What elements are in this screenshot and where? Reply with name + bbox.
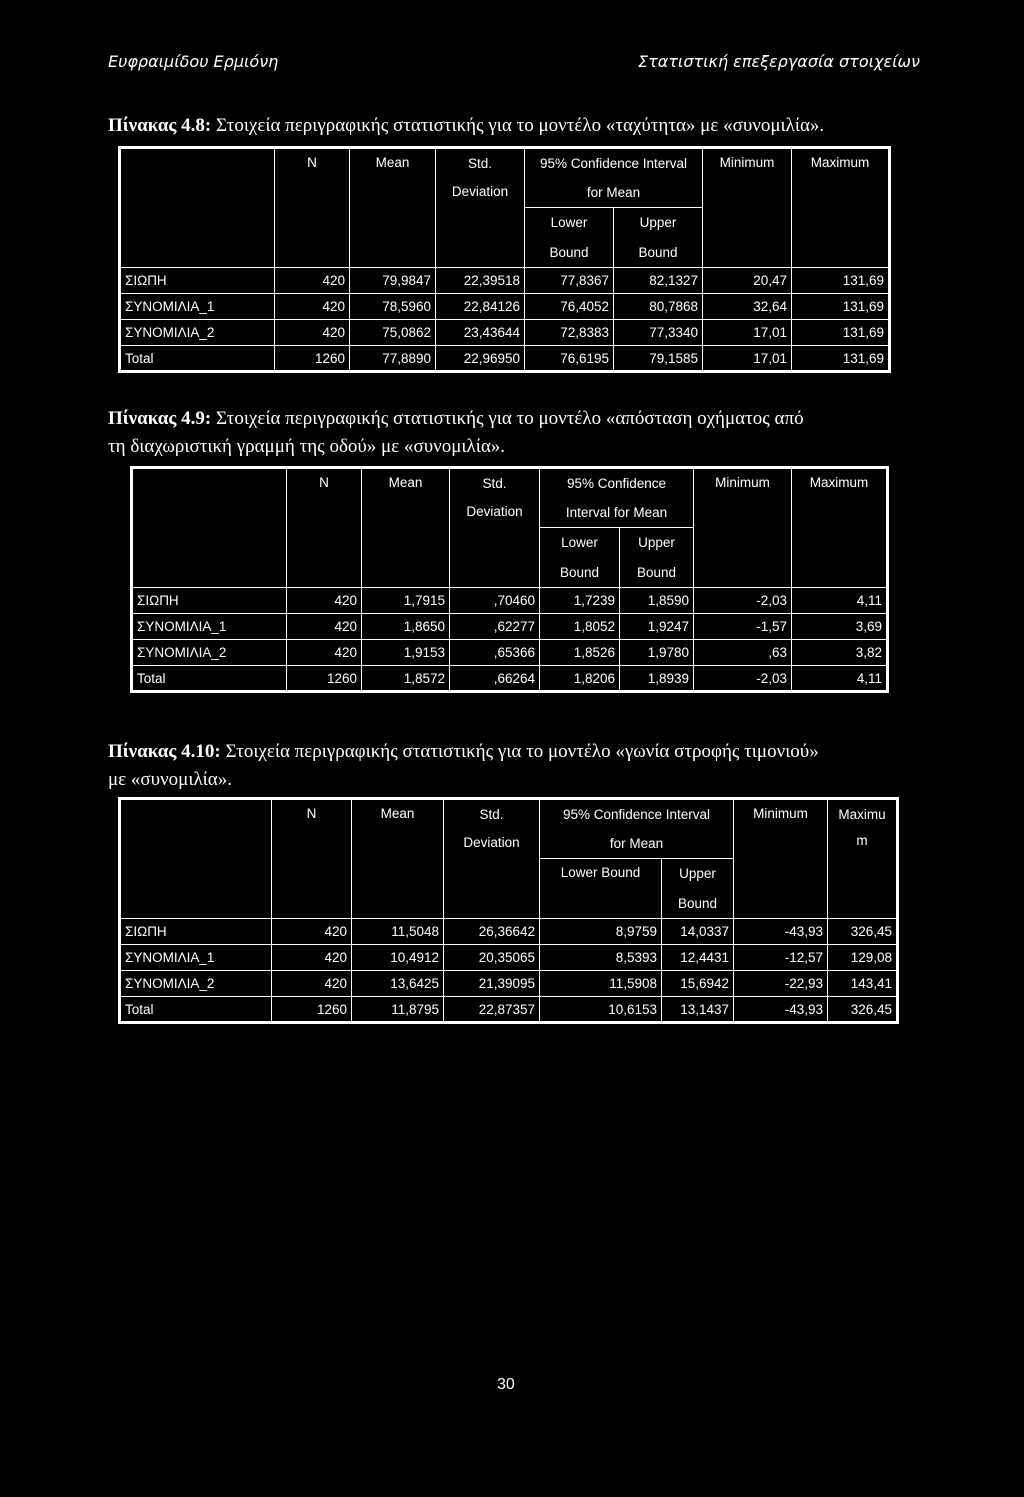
table-caption-4-9 xyxy=(108,405,804,461)
caption-label: Πίνακας 4.10: xyxy=(108,741,221,762)
cell-std: ,65366 xyxy=(450,640,540,666)
cell-max: 131,69 xyxy=(792,294,890,320)
header-max: Maximum xyxy=(792,148,890,268)
stats-table-steering xyxy=(118,797,899,1024)
row-label: ΣΥΝΟΜΙΛΙΑ_1 xyxy=(132,614,287,640)
header-ci-1: 95% Confidence Interval xyxy=(525,148,703,178)
cell-lower: 1,8052 xyxy=(540,614,620,640)
cell-mean: 1,9153 xyxy=(362,640,450,666)
row-label: ΣΙΩΠΗ xyxy=(120,268,275,294)
cell-mean: 13,6425 xyxy=(352,971,444,997)
header-ci-2: Interval for Mean xyxy=(540,498,694,528)
cell-lower: 10,6153 xyxy=(540,997,662,1023)
row-label: Total xyxy=(120,997,272,1023)
caption-text-line2: τη διαχωριστική γραμμή της οδού» με «συνομιλία». xyxy=(108,436,506,457)
header-upper-1: Upper xyxy=(662,859,734,889)
cell-mean: 79,9847 xyxy=(350,268,436,294)
caption-text: Στοιχεία περιγραφικής στατιστικής για το μοντέλο «ταχύτητα» με «συνομιλία». xyxy=(211,115,825,136)
cell-mean: 11,8795 xyxy=(352,997,444,1023)
header-mean: Mean xyxy=(350,148,436,268)
cell-min: -2,03 xyxy=(694,588,792,614)
row-label: ΣΙΩΠΗ xyxy=(132,588,287,614)
cell-upper: 1,9780 xyxy=(620,640,694,666)
header-std-1: Std. xyxy=(444,799,540,829)
cell-max: 3,69 xyxy=(792,614,888,640)
table-row xyxy=(120,268,890,294)
cell-n: 420 xyxy=(275,294,350,320)
cell-n: 420 xyxy=(275,320,350,346)
table-row xyxy=(120,346,890,372)
cell-n: 420 xyxy=(272,919,352,945)
cell-n: 1260 xyxy=(275,346,350,372)
table-row xyxy=(132,588,888,614)
row-label: Total xyxy=(120,346,275,372)
cell-max: 4,11 xyxy=(792,588,888,614)
cell-upper: 13,1437 xyxy=(662,997,734,1023)
header-std-2: Deviation xyxy=(436,178,525,268)
header-upper-2: Bound xyxy=(614,238,703,268)
header-title: Στατιστική επεξεργασία στοιχείων xyxy=(638,52,920,71)
cell-lower: 8,9759 xyxy=(540,919,662,945)
cell-max: 131,69 xyxy=(792,320,890,346)
cell-std: 21,39095 xyxy=(444,971,540,997)
cell-upper: 77,3340 xyxy=(614,320,703,346)
cell-min: -43,93 xyxy=(734,997,828,1023)
header-lower-1: Lower Bound xyxy=(540,859,662,919)
row-label: ΣΥΝΟΜΙΛΙΑ_2 xyxy=(120,320,275,346)
header-ci-1: 95% Confidence xyxy=(540,468,694,498)
cell-std: 22,96950 xyxy=(436,346,525,372)
stats-table-distance xyxy=(130,466,889,693)
cell-upper: 79,1585 xyxy=(614,346,703,372)
header-lower-2: Bound xyxy=(525,238,614,268)
corner-cell xyxy=(132,468,287,588)
header-n: N xyxy=(272,799,352,919)
header-upper-1: Upper xyxy=(614,208,703,238)
header-lower-2: Bound xyxy=(540,558,620,588)
header-upper-1: Upper xyxy=(620,528,694,558)
cell-upper: 14,0337 xyxy=(662,919,734,945)
header-max-1: Maximu xyxy=(828,799,898,829)
cell-min: 20,47 xyxy=(703,268,792,294)
cell-mean: 78,5960 xyxy=(350,294,436,320)
header-mean: Mean xyxy=(352,799,444,919)
table-row xyxy=(120,945,898,971)
header-std-2: Deviation xyxy=(444,829,540,919)
cell-upper: 80,7868 xyxy=(614,294,703,320)
cell-upper: 1,8939 xyxy=(620,666,694,692)
header-n: N xyxy=(287,468,362,588)
cell-lower: 76,6195 xyxy=(525,346,614,372)
cell-n: 420 xyxy=(287,614,362,640)
cell-n: 1260 xyxy=(287,666,362,692)
row-label: ΣΥΝΟΜΙΛΙΑ_1 xyxy=(120,945,272,971)
cell-upper: 12,4431 xyxy=(662,945,734,971)
header-min: Minimum xyxy=(694,468,792,588)
cell-std: 20,35065 xyxy=(444,945,540,971)
header-max: Maximum xyxy=(792,468,888,588)
table-row xyxy=(132,640,888,666)
row-label: Total xyxy=(132,666,287,692)
row-label: ΣΥΝΟΜΙΛΙΑ_2 xyxy=(120,971,272,997)
cell-std: 23,43644 xyxy=(436,320,525,346)
header-n: N xyxy=(275,148,350,268)
cell-max: 326,45 xyxy=(828,919,898,945)
header-std-2: Deviation xyxy=(450,498,540,588)
header-min: Minimum xyxy=(703,148,792,268)
cell-lower: 8,5393 xyxy=(540,945,662,971)
cell-max: 143,41 xyxy=(828,971,898,997)
cell-n: 420 xyxy=(275,268,350,294)
row-label: ΣΙΩΠΗ xyxy=(120,919,272,945)
cell-mean: 10,4912 xyxy=(352,945,444,971)
cell-min: -43,93 xyxy=(734,919,828,945)
cell-upper: 1,9247 xyxy=(620,614,694,640)
header-min: Minimum xyxy=(734,799,828,919)
caption-label: Πίνακας 4.8: xyxy=(108,115,212,136)
header-upper-2: Bound xyxy=(662,889,734,919)
cell-max: 4,11 xyxy=(792,666,888,692)
cell-lower: 11,5908 xyxy=(540,971,662,997)
cell-std: ,70460 xyxy=(450,588,540,614)
cell-mean: 1,7915 xyxy=(362,588,450,614)
cell-mean: 77,8890 xyxy=(350,346,436,372)
header-max-2: m xyxy=(828,829,898,919)
cell-mean: 1,8650 xyxy=(362,614,450,640)
caption-label: Πίνακας 4.9: xyxy=(108,408,212,429)
table-row xyxy=(120,294,890,320)
caption-text: Στοιχεία περιγραφικής στατιστικής για το μοντέλο «απόσταση οχήματος από xyxy=(211,408,804,429)
header-author: Ευφραιμίδου Ερμιόνη xyxy=(108,52,279,71)
cell-min: -12,57 xyxy=(734,945,828,971)
cell-std: 26,36642 xyxy=(444,919,540,945)
cell-lower: 1,8206 xyxy=(540,666,620,692)
cell-max: 3,82 xyxy=(792,640,888,666)
table-row xyxy=(120,997,898,1023)
cell-n: 420 xyxy=(272,971,352,997)
table-row xyxy=(120,320,890,346)
table-row xyxy=(120,971,898,997)
header-lower-1: Lower xyxy=(540,528,620,558)
cell-min: 17,01 xyxy=(703,346,792,372)
caption-text: Στοιχεία περιγραφικής στατιστικής για το μοντέλο «γωνία στροφής τιμονιού» xyxy=(220,741,819,762)
corner-cell xyxy=(120,148,275,268)
cell-n: 1260 xyxy=(272,997,352,1023)
cell-lower: 1,7239 xyxy=(540,588,620,614)
table-row xyxy=(132,614,888,640)
cell-lower: 76,4052 xyxy=(525,294,614,320)
cell-mean: 11,5048 xyxy=(352,919,444,945)
header-mean: Mean xyxy=(362,468,450,588)
header-ci-2: for Mean xyxy=(525,178,703,208)
cell-min: 32,64 xyxy=(703,294,792,320)
stats-table-speed xyxy=(118,146,891,373)
cell-upper: 15,6942 xyxy=(662,971,734,997)
header-ci-1: 95% Confidence Interval xyxy=(540,799,734,829)
cell-std: 22,87357 xyxy=(444,997,540,1023)
cell-max: 326,45 xyxy=(828,997,898,1023)
cell-mean: 75,0862 xyxy=(350,320,436,346)
corner-cell xyxy=(120,799,272,919)
header-ci-2: for Mean xyxy=(540,829,734,859)
cell-upper: 82,1327 xyxy=(614,268,703,294)
cell-lower: 1,8526 xyxy=(540,640,620,666)
cell-upper: 1,8590 xyxy=(620,588,694,614)
row-label: ΣΥΝΟΜΙΛΙΑ_1 xyxy=(120,294,275,320)
cell-std: 22,84126 xyxy=(436,294,525,320)
table-row xyxy=(120,919,898,945)
cell-std: ,66264 xyxy=(450,666,540,692)
table-caption-4-10 xyxy=(108,738,819,794)
cell-std: 22,39518 xyxy=(436,268,525,294)
header-lower-1: Lower xyxy=(525,208,614,238)
cell-n: 420 xyxy=(287,640,362,666)
row-label: ΣΥΝΟΜΙΛΙΑ_2 xyxy=(132,640,287,666)
cell-n: 420 xyxy=(287,588,362,614)
header-std-1: Std. xyxy=(436,148,525,178)
cell-min: -22,93 xyxy=(734,971,828,997)
cell-std: ,62277 xyxy=(450,614,540,640)
header-upper-2: Bound xyxy=(620,558,694,588)
table-row xyxy=(132,666,888,692)
header-std-1: Std. xyxy=(450,468,540,498)
cell-max: 129,08 xyxy=(828,945,898,971)
cell-lower: 77,8367 xyxy=(525,268,614,294)
cell-min: -2,03 xyxy=(694,666,792,692)
cell-lower: 72,8383 xyxy=(525,320,614,346)
cell-min: -1,57 xyxy=(694,614,792,640)
cell-mean: 1,8572 xyxy=(362,666,450,692)
cell-min: ,63 xyxy=(694,640,792,666)
cell-max: 131,69 xyxy=(792,268,890,294)
table-caption-4-8 xyxy=(108,112,824,140)
cell-max: 131,69 xyxy=(792,346,890,372)
cell-n: 420 xyxy=(272,945,352,971)
cell-min: 17,01 xyxy=(703,320,792,346)
page-number: 30 xyxy=(497,1376,515,1393)
caption-text-line2: με «συνομιλία». xyxy=(108,769,232,790)
